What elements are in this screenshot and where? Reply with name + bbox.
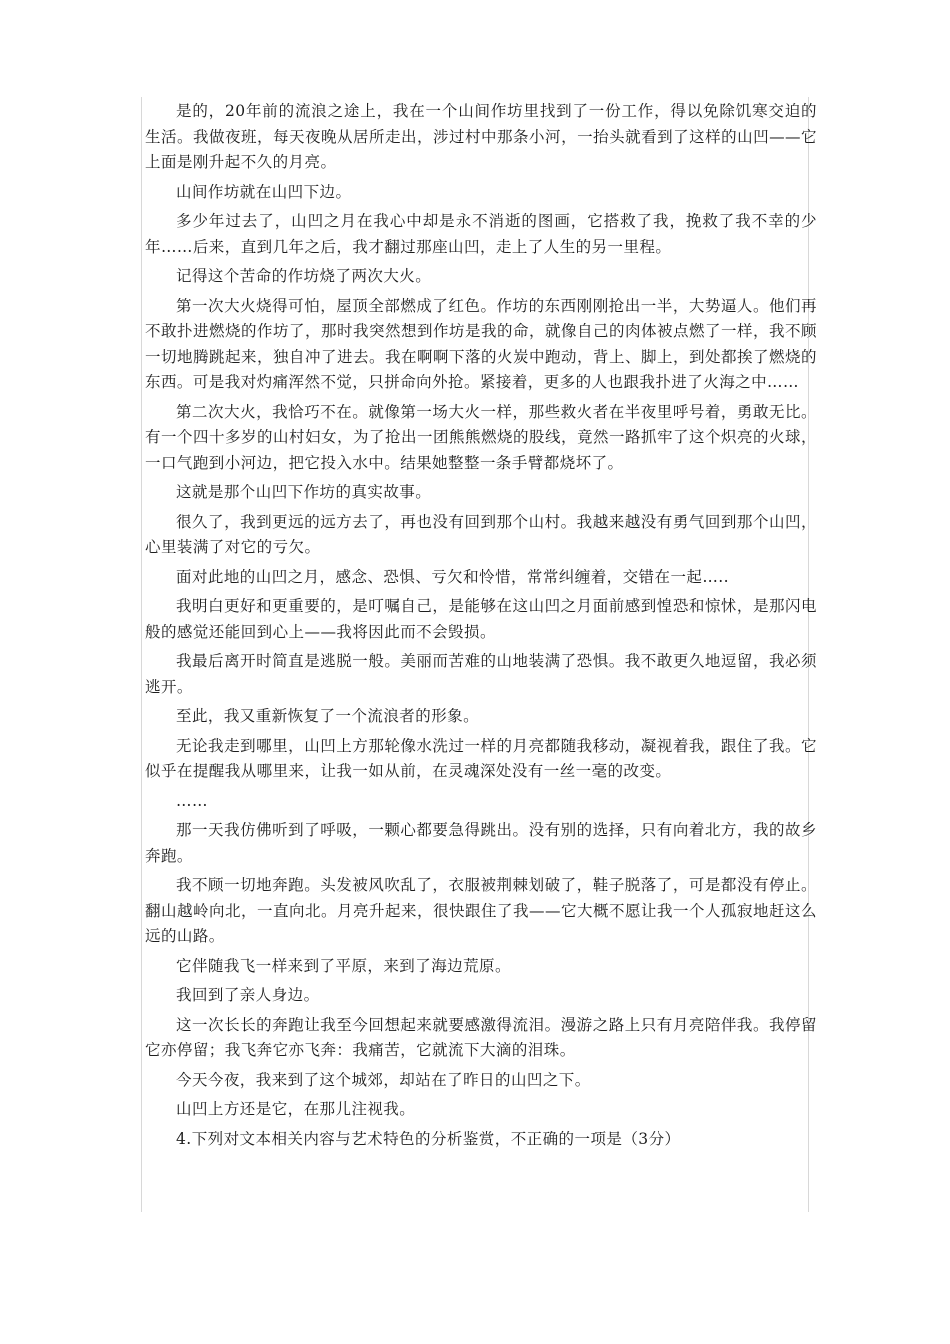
paragraph-19: 今天今夜，我来到了这个城郊，却站在了昨日的山凹之下。 [176, 1070, 591, 1089]
article-body [145, 99, 817, 1156]
paragraph-15: 我不顾一切地奔跑。头发被风吹乱了，衣服被荆棘划破了，鞋子脱落了，可是都没有停止。翻山越岭向北，一直向北。月亮升起来，很快跟住了我——它大概不愿让我一个人孤寂地赶这么远的山路。 [145, 876, 817, 945]
paragraph-14: 那一天我仿佛听到了呼吸，一颗心都要急得跳出。没有别的选择，只有向着北方，我的故乡奔跑。 [145, 821, 817, 865]
page-border-left [141, 97, 142, 1212]
paragraph-1: 是的，20年前的流浪之途上，我在一个山间作坊里找到了一份工作，得以免除饥寒交迫的生活。我做夜班，每天夜晚从居所走出，涉过村中那条小河，一抬头就看到了这样的山凹——它上面是刚升起不久的月亮。 [145, 102, 817, 171]
paragraph-8: 很久了，我到更远的远方去了，再也没有回到那个山村。我越来越没有勇气回到那个山凹，心里装满了对它的亏欠。 [145, 512, 817, 556]
paragraph-2: 山间作坊就在山凹下边。 [176, 182, 352, 201]
paragraph-5: 第一次大火烧得可怕，屋顶全部燃成了红色。作坊的东西刚刚抢出一半，大势逼人。他们再不敢扑进燃烧的作坊了，那时我突然想到作坊是我的命，就像自己的肉体被点燃了一样，我不顾一切地腾跳起来，独自冲了进去。我在啊啊下落的火炭中跑动，背上、脚上，到处都挨了燃烧的东西。可是我对灼痛浑然不觉，只拼命向外抢。紧接着，更多的人也跟我扑进了火海之中…… [145, 296, 817, 391]
question-4: 4.下列对文本相关内容与艺术特色的分析鉴赏，不正确的一项是（3分） [176, 1129, 681, 1148]
paragraph-6: 第二次大火，我恰巧不在。就像第一场大火一样，那些救火者在半夜里呼号着，勇敢无比。有一个四十多岁的山村妇女，为了抢出一团熊熊燃烧的股线，竟然一路抓牢了这个炽亮的火球，一口气跑到小河边，把它投入水中。结果她整整一条手臂都烧坏了。 [145, 402, 817, 472]
paragraph-18: 这一次长长的奔跑让我至今回想起来就要感激得流泪。漫游之路上只有月亮陪伴我。我停留它亦停留；我飞奔它亦飞奔：我痛苦，它就流下大滴的泪珠。 [145, 1015, 817, 1059]
paragraph-7: 这就是那个山凹下作坊的真实故事。 [176, 483, 432, 501]
paragraph-13: 无论我走到哪里，山凹上方那轮像水洗过一样的月亮都随我移动，凝视着我，跟住了我。它似乎在提醒我从哪里来，让我一如从前，在灵魂深处没有一丝一毫的改变。 [145, 736, 817, 780]
paragraph-17: 我回到了亲人身边。 [176, 986, 320, 1004]
paragraph-16: 它伴随我飞一样来到了平原，来到了海边荒原。 [176, 956, 511, 975]
paragraph-10: 我明白更好和更重要的，是叮嘱自己，是能够在这山凹之月面前感到惶恐和惊怵，是那闪电般的感觉还能回到心上——我将因此而不会毁损。 [145, 597, 817, 641]
paragraph-9: 面对此地的山凹之月，感念、恐惧、亏欠和怜惜，常常纠缠着，交错在一起….. [176, 567, 730, 586]
ellipsis-separator: …… [176, 791, 208, 810]
paragraph-11: 我最后离开时简直是逃脱一般。美丽而苦难的山地装满了恐惧。我不敢更久地逗留，我必须逃开。 [145, 652, 817, 696]
paragraph-3: 多少年过去了，山凹之月在我心中却是永不消逝的图画，它搭救了我，挽救了我不幸的少年……后来，直到几年之后，我才翻过那座山凹，走上了人生的另一里程。 [145, 212, 817, 256]
paragraph-20: 山凹上方还是它，在那儿注视我。 [176, 1100, 416, 1118]
paragraph-4: 记得这个苦命的作坊烧了两次大火。 [176, 267, 432, 285]
paragraph-12: 至此，我又重新恢复了一个流浪者的形象。 [176, 707, 480, 725]
